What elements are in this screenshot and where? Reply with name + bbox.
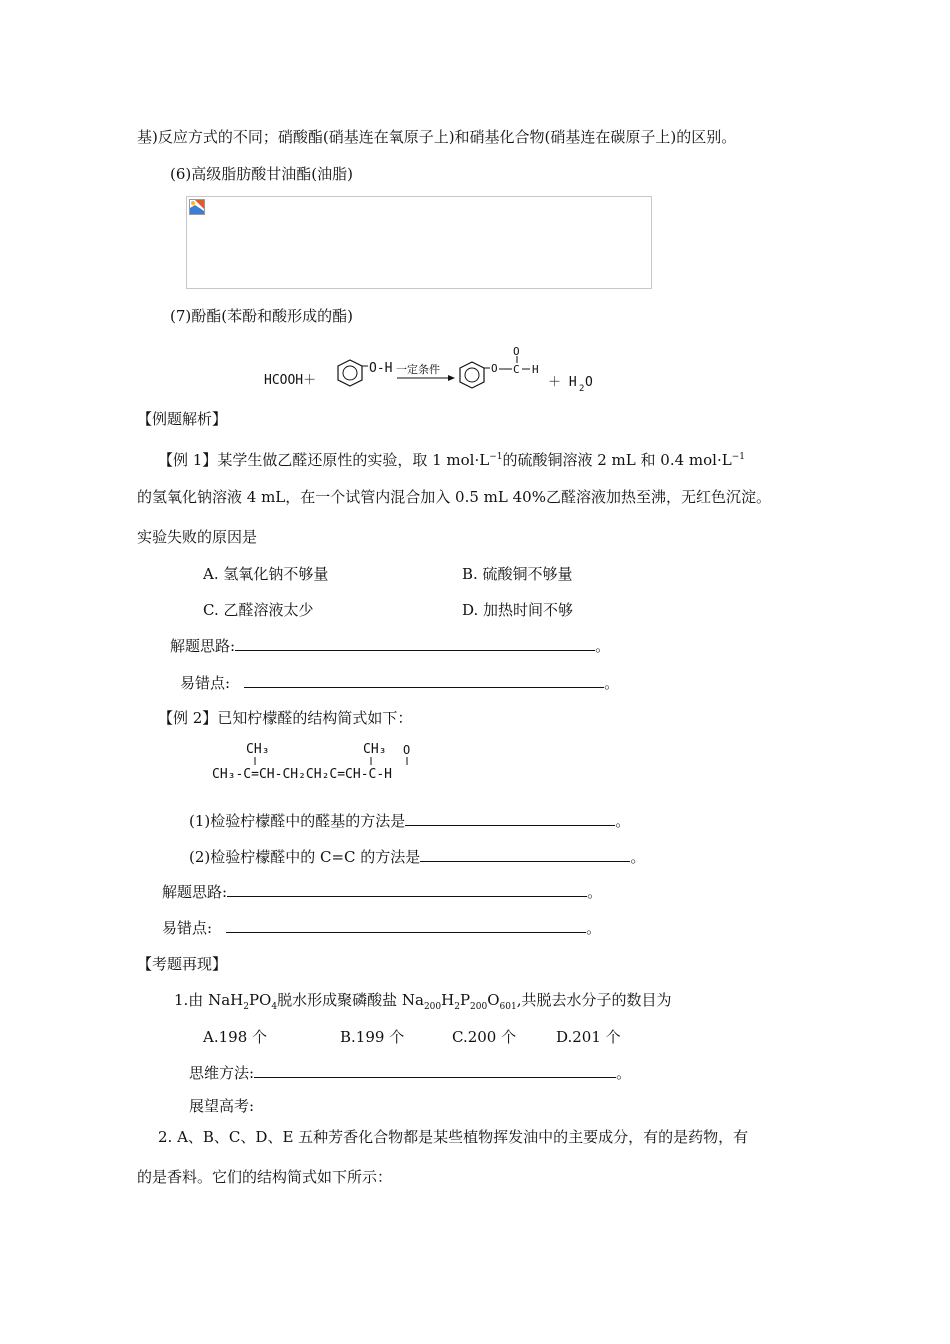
- example-1-thinking: 解题思路: 。: [170, 637, 611, 655]
- example-2-question-2: (2)检验柠檬醛中的 C=C 的方法是 。: [189, 848, 646, 866]
- example-1-option-b: B. 硫酸铜不够量: [462, 565, 573, 583]
- example-2-label: 【例 2】: [158, 709, 218, 727]
- exam-1-option-a: A.198 个: [203, 1028, 267, 1046]
- example-2-pitfall: 易错点: 。: [162, 919, 602, 937]
- benzene-ring-1: [338, 360, 362, 386]
- example-1-option-a: A. 氢氧化钠不够量: [203, 565, 329, 583]
- aldehyde-oxygen: O: [403, 743, 411, 757]
- example-1-label: 【例 1】: [158, 451, 218, 469]
- section-exam: 【考题再现】: [137, 955, 228, 973]
- section-examples: 【例题解析】: [137, 410, 228, 428]
- example-2-line-1: 【例 2】已知柠檬醛的结构简式如下：: [158, 709, 413, 727]
- citral-structure: [210, 738, 450, 784]
- answer-blank[interactable]: [235, 636, 595, 651]
- answer-blank[interactable]: [227, 882, 587, 897]
- answer-blank[interactable]: [420, 847, 630, 862]
- aldehyde-hydrogen: H: [532, 363, 539, 376]
- item-6-heading: (6)高级脂肪酸甘油酯(油脂): [170, 165, 353, 183]
- example-1-pitfall: 易错点: 。: [180, 674, 620, 692]
- exam-1-method: 思维方法: 。: [189, 1064, 632, 1082]
- exam-1-outlook: 展望高考:: [189, 1097, 255, 1115]
- answer-blank[interactable]: [405, 811, 615, 826]
- methyl-group-1: CH₃: [246, 742, 270, 757]
- exam-1-option-d: D.201 个: [556, 1028, 621, 1046]
- methyl-group-2: CH₃: [363, 742, 387, 757]
- benzene-ring-2: [460, 362, 484, 388]
- answer-blank[interactable]: [244, 673, 604, 688]
- reaction-condition: 一定条件: [396, 363, 440, 376]
- exam-1-question: 1.由 $NaH_2PO_4$脱水形成聚磷酸盐 $Na_{200}H_2P_{200}O_{601}$,共脱去水分子的数目为: [174, 991, 672, 1012]
- water-product: ＋ H: [548, 375, 577, 390]
- example-1-line-1: 【例 1】某学生做乙醛还原性的实验，取 1 $mol\cdot L^{-1}$的硫酸铜溶液 2 mL 和 0.4 $mol\cdot L^{-1}$: [158, 451, 745, 469]
- citral-main-chain: CH₃-C=CH-CH₂CH₂C=CH-C-H: [212, 767, 393, 782]
- hydroxyl-group: O-H: [369, 361, 393, 376]
- water-subscript: 2: [579, 384, 585, 394]
- example-1-line-2: 的氢氧化钠溶液 4 mL，在一个试管内混合加入 0.5 mL 40%乙醛溶液加热至沸，无红色沉淀。: [137, 488, 771, 506]
- example-2-question-1: (1)检验柠檬醛中的醛基的方法是 。: [189, 812, 631, 830]
- answer-blank[interactable]: [254, 1063, 616, 1078]
- example-1-option-d: D. 加热时间不够: [462, 601, 574, 619]
- intro-line: 基)反应方式的不同；硝酸酯(硝基连在氧原子上)和硝基化合物(硝基连在碳原子上)的区别。: [137, 128, 737, 146]
- example-2-thinking: 解题思路: 。: [162, 883, 603, 901]
- example-1-option-c: C. 乙醛溶液太少: [203, 601, 314, 619]
- item-7-heading: (7)酚酯(苯酚和酸形成的酯): [170, 307, 353, 325]
- water-oxygen: O: [585, 375, 593, 390]
- phenol-ester-reaction: [262, 346, 602, 398]
- answer-blank[interactable]: [226, 918, 586, 933]
- exam-2-line-1: 2. A、B、C、D、E 五种芳香化合物都是某些植物挥发油中的主要成分，有的是药物，有: [158, 1128, 749, 1146]
- exam-2-line-2: 的是香料。它们的结构简式如下所示：: [137, 1168, 393, 1186]
- carbonyl-oxygen: O: [513, 346, 520, 358]
- broken-image-icon: [189, 199, 205, 215]
- reactant-formic-acid: HCOOH＋: [264, 373, 317, 388]
- ester-oxygen: O: [491, 362, 498, 375]
- image-placeholder: [186, 196, 652, 289]
- exam-1-option-b: B.199 个: [340, 1028, 405, 1046]
- example-1-line-3: 实验失败的原因是: [137, 528, 258, 546]
- exam-1-option-c: C.200 个: [452, 1028, 517, 1046]
- carbonyl-carbon: C: [513, 363, 520, 376]
